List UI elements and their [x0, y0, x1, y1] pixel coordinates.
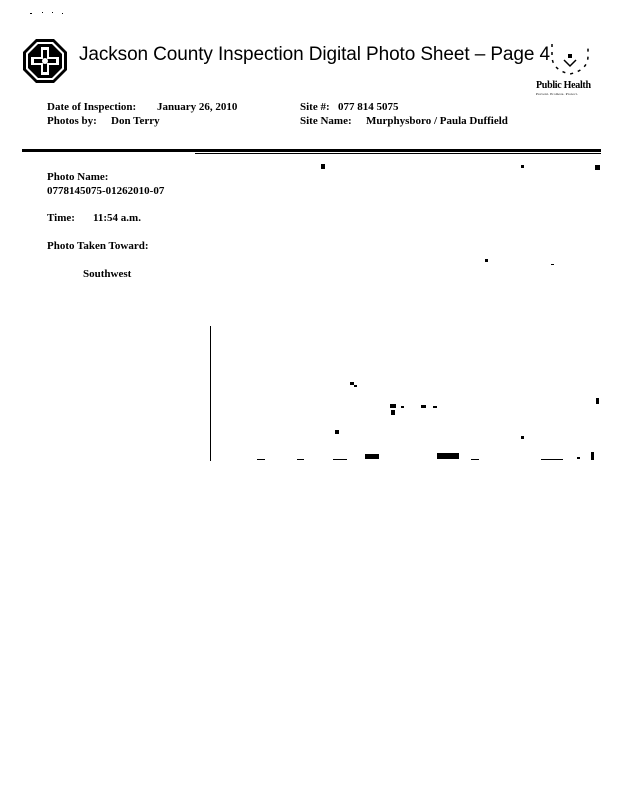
public-health-shield-icon — [534, 40, 606, 80]
brand-tagline: Prevent. Promote. Protect. — [536, 92, 579, 96]
header-divider — [22, 149, 601, 152]
photo-name-value: 0778145075-01262010-07 — [47, 185, 165, 197]
site-number-value: 077 814 5075 — [338, 101, 399, 113]
site-name-label: Site Name: — [300, 115, 352, 127]
date-of-inspection-value: January 26, 2010 — [157, 101, 238, 113]
site-number-label: Site #: — [300, 101, 330, 113]
time-label: Time: — [47, 212, 75, 224]
site-name-value: Murphysboro / Paula Duffield — [366, 115, 508, 127]
photos-by-label: Photos by: — [47, 115, 97, 127]
direction-value: Southwest — [83, 268, 132, 280]
public-health-logo — [534, 40, 606, 98]
page-title: Jackson County Inspection Digital Photo Sheet – Page 4 — [79, 44, 550, 65]
scan-specks — [30, 10, 70, 16]
photo-name-label: Photo Name: — [47, 171, 109, 183]
emergency-cross-icon — [22, 38, 68, 84]
time-value: 11:54 a.m. — [93, 212, 141, 224]
date-of-inspection-label: Date of Inspection: — [47, 101, 137, 113]
inspection-photo — [205, 158, 610, 468]
direction-label: Photo Taken Toward: — [47, 240, 149, 252]
brand-label: Public Health — [536, 80, 591, 91]
photos-by-value: Don Terry — [111, 115, 160, 127]
header-divider-thin — [195, 153, 601, 154]
